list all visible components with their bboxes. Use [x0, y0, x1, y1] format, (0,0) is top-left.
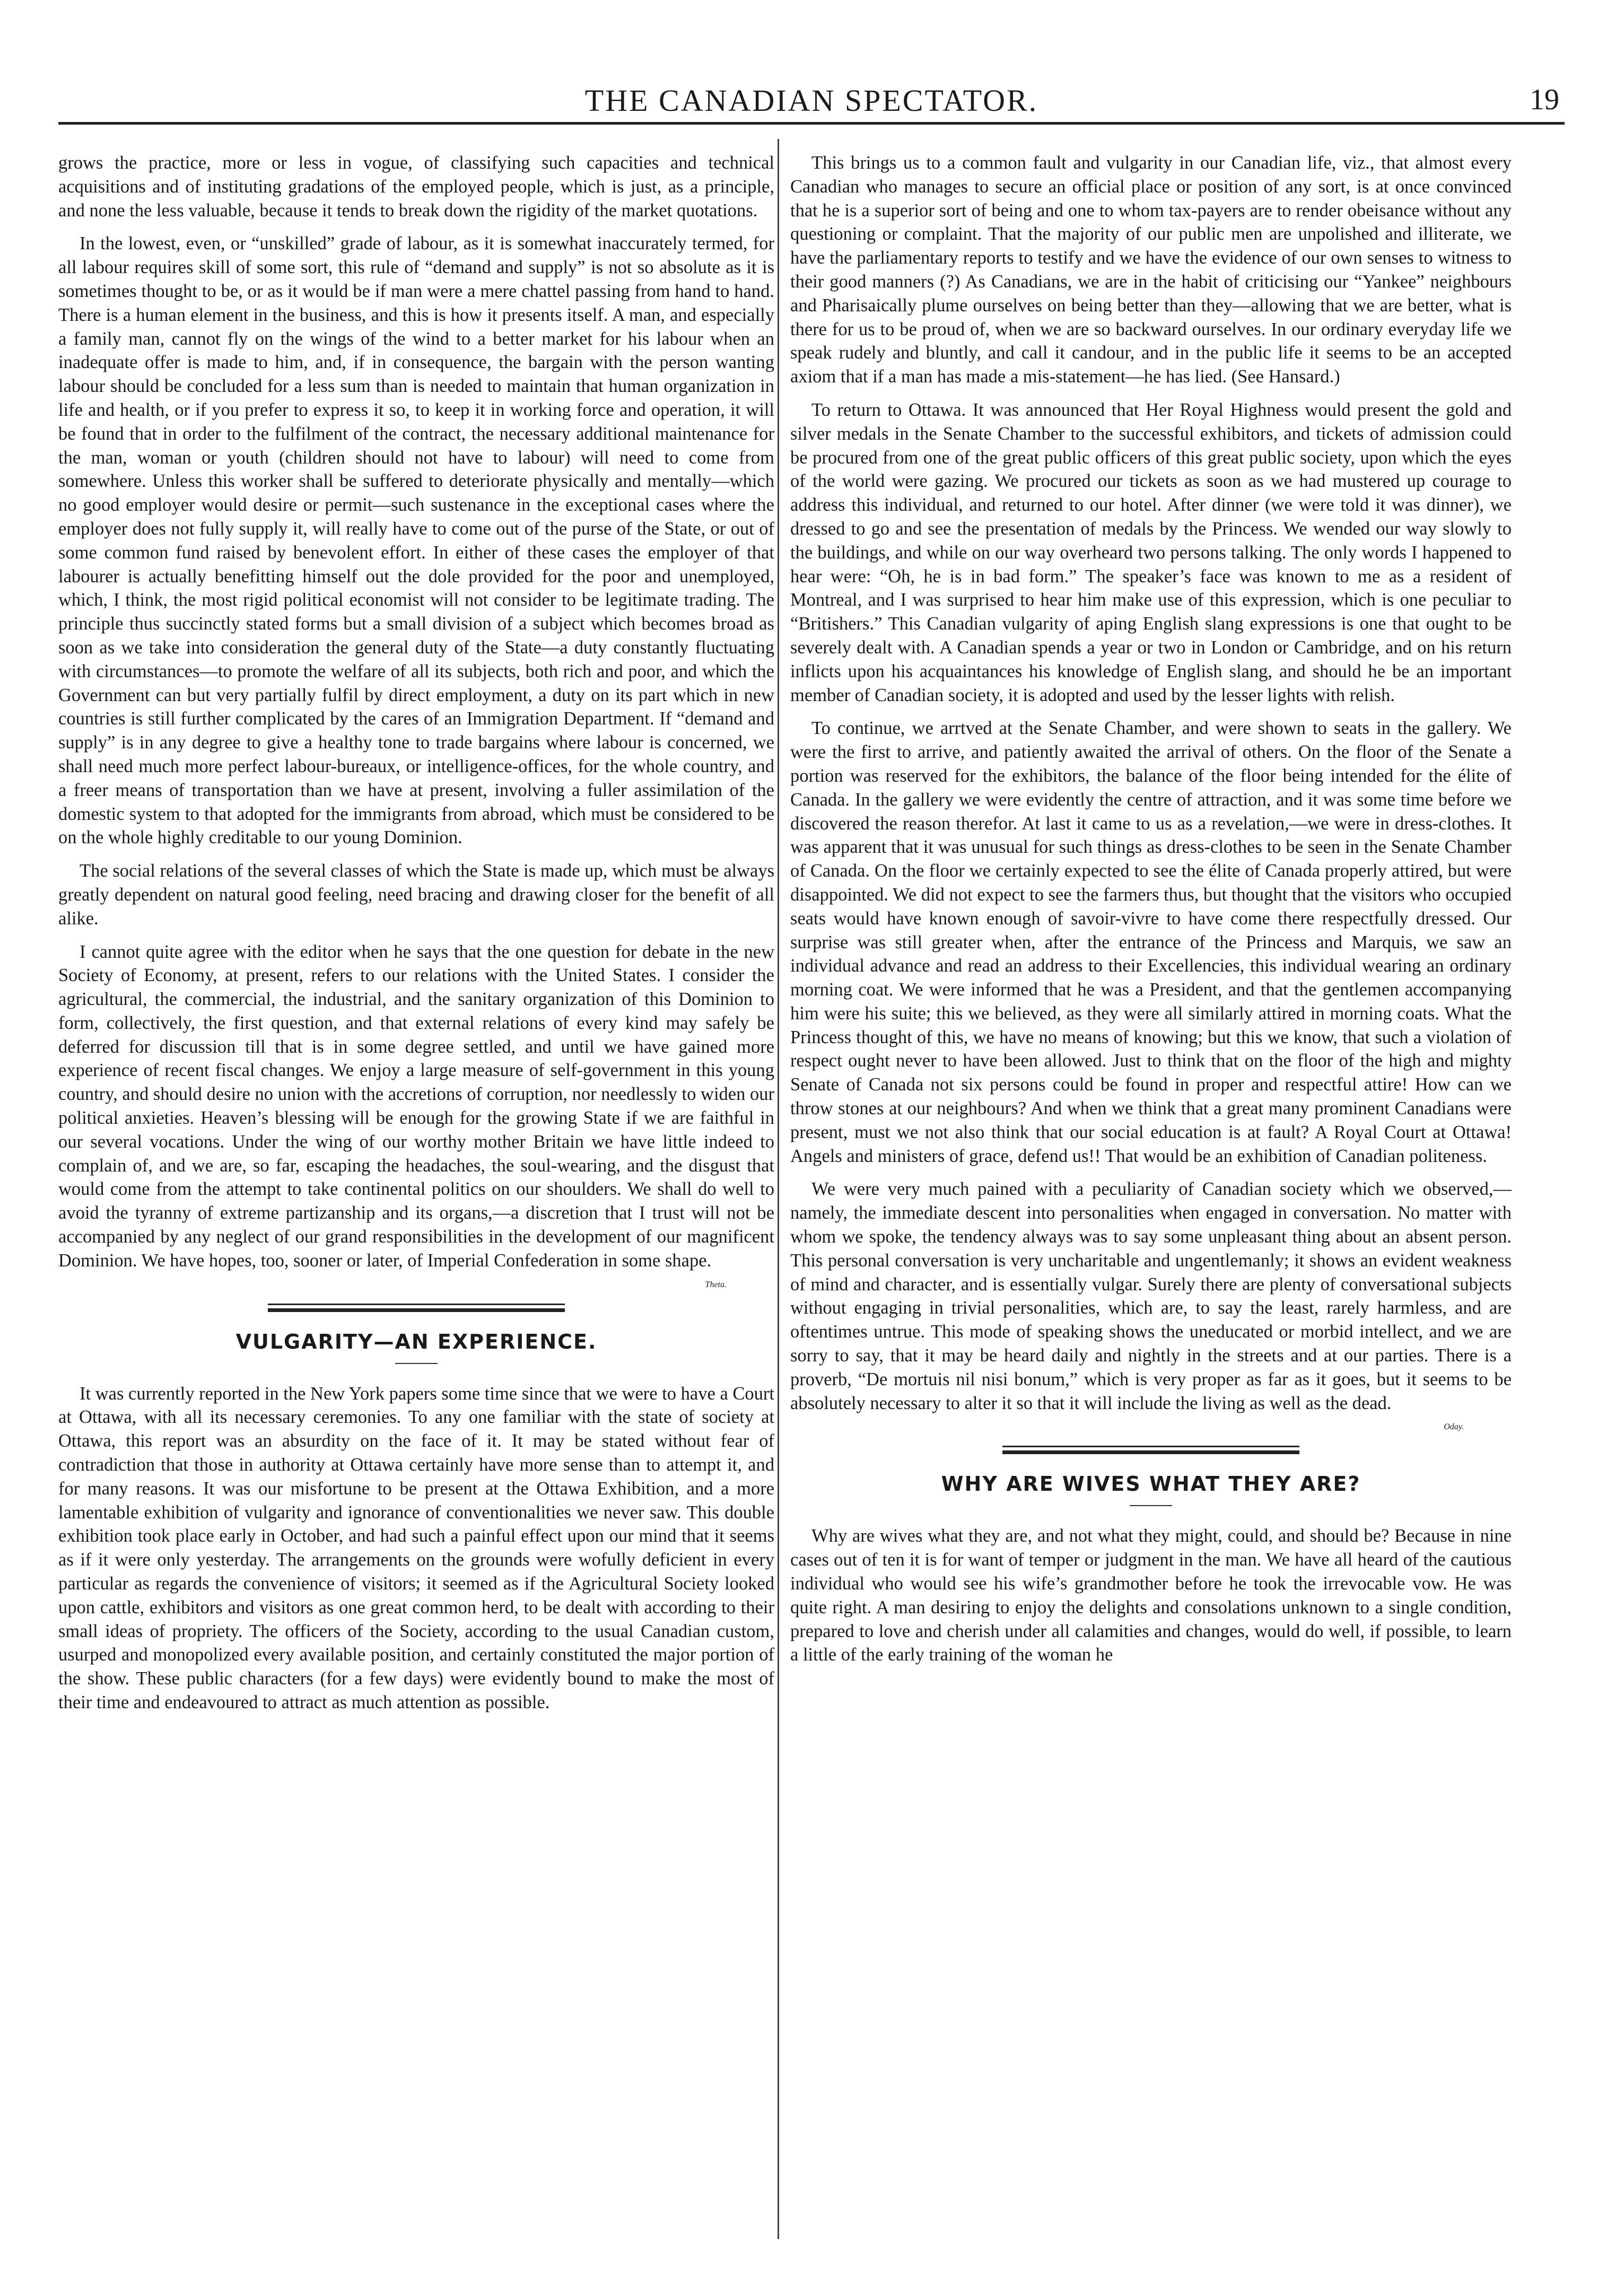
left-column: [58, 151, 774, 1724]
publication-title: THE CANADIAN SPECTATOR.: [584, 83, 1038, 118]
author-signature: Oday.: [1444, 1422, 1464, 1432]
heading-rule: [1130, 1505, 1172, 1506]
paragraph: grows the practice, more or less in vogue, of classifying such capacities and technical acquisitions and of instituting gradations of the employed people, which is just, as a principle, and none the less valuable, because it tends to break down the rigidity of the market quotations.: [58, 153, 774, 221]
article-heading: WHY ARE WIVES WHAT THEY ARE?: [941, 1472, 1361, 1496]
right-column: [790, 151, 1512, 1676]
masthead: [58, 80, 1565, 125]
paragraph: The social relations of the several classes of which the State is made up, which must be always greatly dependent on natural good feeling, need bracing and drawing closer for the benefit of all alike.: [58, 861, 774, 929]
paragraph: Why are wives what they are, and not what they might, could, and should be? Because in nine cases out of ten it is for want of temper or judgment in the man. We have all heard of the cautious individual who would see his wife’s grandmother before he took the irrevocable vow. He was quite right. A man desiring to enjoy the delights and consolations unknown to a single condition, prepared to love and cherish under all calamities and changes, would do well, if possible, to learn a little of the early training of the woman he: [790, 1526, 1512, 1665]
heading-rule: [395, 1363, 438, 1364]
author-signature: Theta.: [705, 1280, 727, 1289]
paragraph: In the lowest, even, or “unskilled” grade of labour, as it is somewhat inaccurately termed, for all labour requires skill of some sort, this rule of “demand and supply” is not so absolute as it is sometimes thought to be, or as it would be if man were a mere chattel passing from hand to hand. There is a human element in the business, and this is how it presents itself. A man, and especially a family man, cannot fly on the wings of the wind to a better market for his labour when an inadequate offer is made to him, and, if in consequence, the bargain with the person wanting labour should be concluded for a less sum than is needed to maintain that human organization in life and health, or if you prefer to express it so, to keep it in working force and operation, it will be found that in order to the fulfilment of the contract, the necessary additional maintenance for the man, woman or youth (children should not have to labour) will need to come from somewhere. Unless this worker shall be suffered to deteriorate physically and mentally—which no good employer would desire or permit—such sustenance in the exceptional cases where the employer does not fully supply it, will really have to come out of the purse of the State, or out of some common fund raised by benevolent effort. In either of these cases the employer of that labourer is actually benefitting himself out the dole provided for the poor and unemployed, which, I think, the most rigid political economist will not consider to be legitimate trading. The principle thus succinctly stated forms but a small division of a subject which becomes broad as soon as we take into consideration the general duty of the State—a duty constantly fluctuating with circumstances—to promote the welfare of all its subjects, both rich and poor, and which the Government can but very partially fulfil by direct employment, a duty on its part which in new countries is still further complicated by the cares of an Immigration Department. If “demand and supply” is in any degree to give a healthy tone to trade bargains where labour is concerned, we shall need much more perfect labour-bureaux, or intelligence-offices, for the whole country, and a freer means of transportation than we have at present, involving a fuller assimilation of the domestic system to that adopted for the immigrants from abroad, which must be considered to be on the whole highly creditable to our young Dominion.: [58, 233, 774, 848]
article-heading: VULGARITY—AN EXPERIENCE.: [235, 1330, 597, 1353]
paragraph: We were very much pained with a peculiarity of Canadian society which we observed,—namely, the immediate descent into personalities when engaged in conversation. No matter with whom we spoke, the tendency always was to say some unpleasant thing about an absent person. This personal conversation is very uncharitable and ungentlemanly; it shows an evident weakness of mind and character, and is essentially vulgar. Surely there are plenty of conversational subjects without engaging in trivial personalities, which are, to say the least, rarely harmless, and are oftentimes untrue. This mode of speaking shows the uneducated or morbid intellect, and we are sorry to say, that it may be heard daily and nightly in the streets and at our parties. There is a proverb, “De mortuis nil nisi bonum,” which is very proper as far as it goes, but it seems to be absolutely necessary to alter it so that it will include the living as well as the dead.: [790, 1179, 1512, 1413]
paragraph: This brings us to a common fault and vulgarity in our Canadian life, viz., that almost every Canadian who manages to secure an official place or position of any sort, is at once convinced that he is a superior sort of being and one to whom tax-payers are to render obeisance without any questioning or complaint. That the majority of our public men are unpolished and illiterate, we have the parliamentary reports to testify and we have the evidence of our own senses to witness to their good manners (?) As Canadians, we are in the habit of criticising our “Yankee” neighbours and Pharisaically plume ourselves on being better than they—allowing that we are better, what is there for us to be proud of, when we are so backward ourselves. In our ordinary everyday life we speak rudely and bluntly, and call it candour, and in the public life it seems to be an accepted axiom that if a man has made a mis-statement—he has lied. (See Hansard.): [790, 153, 1512, 387]
column-divider: [778, 139, 779, 2239]
section-divider: [268, 1304, 565, 1312]
paragraph: To continue, we arrtved at the Senate Chamber, and were shown to seats in the gallery. We were the first to arrive, and patiently awaited the arrival of others. On the floor of the Senate a portion was reserved for the exhibitors, the balance of the floor being intended for the élite of Canada. In the gallery we were evidently the centre of attraction, and it was some time before we discovered the reason therefor. At last it came to us as a revelation,—we were in dress-clothes. It was apparent that it was unusual for such things as dress-clothes to be seen in the Senate Chamber of Canada. On the floor we certainly expected to see the élite of Canada properly attired, but were disappointed. We did not expect to see the farmers thus, but thought that the visitors who occupied seats would have known enough of savoir-vivre to have come there respectfully dressed. Our surprise was still greater when, after the entrance of the Princess and Marquis, we saw an individual advance and read an address to their Excellencies, this individual wearing an ordinary morning coat. We were informed that he was a President, and that the gentlemen accompanying him were his suite; this we believed, as they were all similarly attired in morning coats. What the Princess thought of this, we have no means of knowing; but this we know, that such a violation of respect ought never to have been allowed. Just to think that on the floor of the high and mighty Senate of Canada not six persons could be found in proper and respectful attire! How can we throw stones at our neighbours? And when we think that a great many prominent Canadians were present, must we not also think that our social education is at fault? A Royal Court at Ottawa! Angels and ministers of grace, defend us!! That would be an exhibition of Canadian politeness.: [790, 718, 1512, 1166]
page-number: 19: [1530, 83, 1559, 116]
paragraph: It was currently reported in the New York papers some time since that we were to have a Court at Ottawa, with all its necessary ceremonies. To any one familiar with the state of society at Ottawa, this report was an absurdity on the face of it. It may be stated without fear of contradiction that those in authority at Ottawa certainly have more sense than to attempt it, and for many reasons. It was our misfortune to be present at the Ottawa Exhibition, and a more lamentable exhibition of vulgarity and ignorance of conventionalities we never saw. This double exhibition took place early in October, and had such a painful effect upon our mind that it seems as if it were only yesterday. The arrangements on the grounds were wofully deficient in every particular as regards the convenience of visitors; it seemed as if the Agricultural Society looked upon cattle, exhibitors and visitors as one great common herd, to be dealt with according to their small ideas of propriety. The officers of the Society, according to the usual Canadian custom, usurped and monopolized every available position, and certainly constituted the major portion of the show. These public characters (for a few days) were evidently bound to make the most of their time and endeavoured to attract as much attention as possible.: [58, 1383, 774, 1713]
section-divider: [1002, 1446, 1299, 1454]
paragraph: To return to Ottawa. It was announced that Her Royal Highness would present the gold and silver medals in the Senate Chamber to the successful exhibitors, and tickets of admission could be procured from one of the great public officers of this great public society, upon which the eyes of the world were gazing. We procured our tickets as soon as we had mustered up courage to address this individual, and returned to our hotel. After dinner (we were told it was dinner), we dressed to go and see the presentation of medals by the Princess. We wended our way slowly to the buildings, and while on our way overheard two persons talking. The only words I happened to hear were: “Oh, he is in bad form.” The speaker’s face was known to me as a resident of Montreal, and I was surprised to hear him make use of this expression, which is one peculiar to “Britishers.” This Canadian vulgarity of aping English slang expressions is one that ought to be severely dealt with. A Canadian spends a year or two in London or Cambridge, and on his return inflicts upon his acquaintances his knowledge of English slang, and should he be an important member of Canadian society, it is adopted and used by the lesser lights with relish.: [790, 399, 1512, 705]
paragraph: I cannot quite agree with the editor when he says that the one question for debate in the new Society of Economy, at present, refers to our relations with the United States. I consider the agricultural, the commercial, the industrial, and the sanitary organization of this Dominion to form, collectively, the first question, and that external relations of every kind may safely be deferred for discussion till that is in some degree settled, and until we have gained more experience of recent fiscal changes. We enjoy a large measure of self-government in this young country, and should desire no union with the accretions of corruption, nor needlessly to widen our political anxieties. Heaven’s blessing will be enough for the growing State if we are faithful in our several vocations. Under the wing of our worthy mother Britain we have little indeed to complain of, and we are, so far, escaping the headaches, the soul-wearing, and the disgust that would come from the attempt to take continental politics on our shoulders. We shall do well to avoid the tyranny of extreme partizanship and its organs,—a discretion that I trust will not be accompanied by any neglect of our grand responsibilities in the development of our magnificent Dominion. We have hopes, too, sooner or later, of Imperial Confederation in some shape.: [58, 941, 774, 1271]
